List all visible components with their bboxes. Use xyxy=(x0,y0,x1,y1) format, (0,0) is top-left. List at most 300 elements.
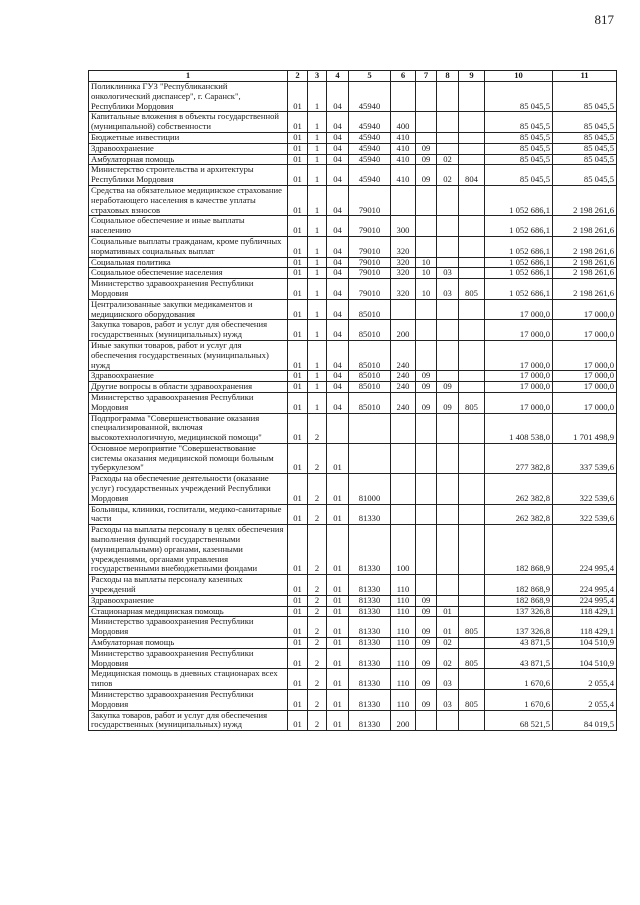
table-row xyxy=(89,710,617,731)
column-header: 5 xyxy=(349,71,391,82)
code-subsection: 02 xyxy=(437,165,459,186)
code-1: 01 xyxy=(288,236,308,257)
table-row xyxy=(89,216,617,237)
code-1: 01 xyxy=(288,279,308,300)
code-2: 1 xyxy=(308,279,327,300)
item-name: Здравоохранение xyxy=(89,143,288,154)
code-subsection: 03 xyxy=(437,669,459,690)
code-target: 81330 xyxy=(349,690,391,711)
code-2: 1 xyxy=(308,236,327,257)
amount-year-2: 118 429,1 xyxy=(553,617,617,638)
amount-year-2: 85 045,5 xyxy=(553,143,617,154)
code-ministry xyxy=(459,575,485,596)
code-expense-type: 300 xyxy=(391,216,416,237)
code-expense-type: 320 xyxy=(391,257,416,268)
code-target: 79010 xyxy=(349,216,391,237)
item-name: Поликлиника ГУЗ "Республиканский онкологический диспансер", г. Саранск", Республики Мордовия xyxy=(89,82,288,112)
code-1: 01 xyxy=(288,525,308,575)
amount-year-1: 1 052 686,1 xyxy=(485,216,553,237)
amount-year-2: 322 539,6 xyxy=(553,474,617,504)
code-3: 04 xyxy=(327,257,349,268)
code-2: 1 xyxy=(308,132,327,143)
code-1: 01 xyxy=(288,710,308,731)
code-ministry xyxy=(459,185,485,215)
item-name: Средства на обязательное медицинское страхование неработающего населения в качестве уплаты страховых взносов xyxy=(89,185,288,215)
code-3: 01 xyxy=(327,617,349,638)
code-section xyxy=(416,236,437,257)
code-expense-type: 110 xyxy=(391,669,416,690)
code-1: 01 xyxy=(288,340,308,370)
code-section: 09 xyxy=(416,595,437,606)
amount-year-2: 85 045,5 xyxy=(553,165,617,186)
column-header: 1 xyxy=(89,71,288,82)
code-ministry xyxy=(459,236,485,257)
code-section: 09 xyxy=(416,143,437,154)
code-ministry xyxy=(459,154,485,165)
code-section: 09 xyxy=(416,669,437,690)
item-name: Социальное обеспечение и иные выплаты населению xyxy=(89,216,288,237)
code-3: 04 xyxy=(327,154,349,165)
code-expense-type: 200 xyxy=(391,320,416,341)
code-2: 2 xyxy=(308,474,327,504)
table-row xyxy=(89,474,617,504)
code-ministry xyxy=(459,606,485,617)
code-1: 01 xyxy=(288,669,308,690)
code-1: 01 xyxy=(288,371,308,382)
code-1: 01 xyxy=(288,638,308,649)
code-3: 01 xyxy=(327,474,349,504)
amount-year-2: 104 510,9 xyxy=(553,648,617,669)
code-section xyxy=(416,320,437,341)
amount-year-2: 2 055,4 xyxy=(553,669,617,690)
code-2: 2 xyxy=(308,669,327,690)
code-1: 01 xyxy=(288,299,308,320)
code-3: 04 xyxy=(327,112,349,133)
code-target: 45940 xyxy=(349,82,391,112)
code-subsection xyxy=(437,216,459,237)
code-ministry xyxy=(459,474,485,504)
code-1: 01 xyxy=(288,595,308,606)
code-expense-type: 320 xyxy=(391,236,416,257)
amount-year-1: 17 000,0 xyxy=(485,320,553,341)
code-ministry xyxy=(459,413,485,443)
code-2: 2 xyxy=(308,690,327,711)
code-section xyxy=(416,710,437,731)
item-name: Другие вопросы в области здравоохранения xyxy=(89,382,288,393)
table-row xyxy=(89,279,617,300)
item-name: Расходы на выплаты персоналу казенных учреждений xyxy=(89,575,288,596)
code-subsection: 09 xyxy=(437,392,459,413)
code-subsection: 02 xyxy=(437,648,459,669)
code-subsection: 01 xyxy=(437,617,459,638)
amount-year-1: 182 868,9 xyxy=(485,595,553,606)
code-1: 01 xyxy=(288,216,308,237)
code-subsection xyxy=(437,236,459,257)
code-1: 01 xyxy=(288,320,308,341)
code-1: 01 xyxy=(288,382,308,393)
amount-year-2: 85 045,5 xyxy=(553,82,617,112)
code-ministry: 805 xyxy=(459,648,485,669)
item-name: Министерство здравоохранения Республики Мордовия xyxy=(89,648,288,669)
code-subsection xyxy=(437,443,459,473)
amount-year-2: 17 000,0 xyxy=(553,299,617,320)
code-subsection xyxy=(437,320,459,341)
item-name: Амбулаторная помощь xyxy=(89,638,288,649)
code-1: 01 xyxy=(288,443,308,473)
code-3 xyxy=(327,413,349,443)
code-subsection: 02 xyxy=(437,638,459,649)
amount-year-1: 17 000,0 xyxy=(485,299,553,320)
code-expense-type: 110 xyxy=(391,606,416,617)
code-3: 01 xyxy=(327,638,349,649)
code-section xyxy=(416,340,437,370)
table-row xyxy=(89,595,617,606)
item-name: Расходы на обеспечение деятельности (оказание услуг) государственных учреждений Республики Мордовия xyxy=(89,474,288,504)
code-1: 01 xyxy=(288,132,308,143)
code-ministry xyxy=(459,268,485,279)
code-ministry xyxy=(459,595,485,606)
code-section: 09 xyxy=(416,617,437,638)
code-2: 1 xyxy=(308,392,327,413)
amount-year-1: 137 326,8 xyxy=(485,606,553,617)
code-expense-type xyxy=(391,82,416,112)
amount-year-2: 2 198 261,6 xyxy=(553,185,617,215)
code-target: 81330 xyxy=(349,648,391,669)
code-target: 81330 xyxy=(349,575,391,596)
code-target: 81330 xyxy=(349,669,391,690)
code-subsection: 01 xyxy=(437,606,459,617)
code-ministry xyxy=(459,257,485,268)
amount-year-2: 337 539,6 xyxy=(553,443,617,473)
code-target: 45940 xyxy=(349,112,391,133)
code-1: 01 xyxy=(288,474,308,504)
amount-year-1: 85 045,5 xyxy=(485,143,553,154)
code-3: 01 xyxy=(327,595,349,606)
code-target: 79010 xyxy=(349,236,391,257)
code-section xyxy=(416,413,437,443)
code-expense-type: 410 xyxy=(391,154,416,165)
table-row xyxy=(89,257,617,268)
amount-year-2: 2 198 261,6 xyxy=(553,279,617,300)
amount-year-1: 1 052 686,1 xyxy=(485,236,553,257)
code-3: 04 xyxy=(327,165,349,186)
code-target: 85010 xyxy=(349,340,391,370)
code-ministry: 805 xyxy=(459,690,485,711)
item-name: Больницы, клиники, госпитали, медико-санитарные части xyxy=(89,504,288,525)
amount-year-1: 85 045,5 xyxy=(485,132,553,143)
code-expense-type: 410 xyxy=(391,132,416,143)
code-ministry xyxy=(459,216,485,237)
table-row xyxy=(89,165,617,186)
table-row xyxy=(89,606,617,617)
amount-year-1: 1 670,6 xyxy=(485,690,553,711)
code-3: 01 xyxy=(327,525,349,575)
amount-year-2: 17 000,0 xyxy=(553,382,617,393)
code-1: 01 xyxy=(288,112,308,133)
code-ministry: 805 xyxy=(459,279,485,300)
code-ministry xyxy=(459,82,485,112)
code-3: 01 xyxy=(327,710,349,731)
code-expense-type xyxy=(391,443,416,473)
code-2: 1 xyxy=(308,382,327,393)
amount-year-1: 137 326,8 xyxy=(485,617,553,638)
table-row xyxy=(89,690,617,711)
column-header: 10 xyxy=(485,71,553,82)
amount-year-1: 182 868,9 xyxy=(485,525,553,575)
item-name: Амбулаторная помощь xyxy=(89,154,288,165)
amount-year-2: 104 510,9 xyxy=(553,638,617,649)
amount-year-1: 1 408 538,0 xyxy=(485,413,553,443)
code-3: 04 xyxy=(327,392,349,413)
code-3: 04 xyxy=(327,268,349,279)
amount-year-1: 277 382,8 xyxy=(485,443,553,473)
table-row xyxy=(89,443,617,473)
code-expense-type: 200 xyxy=(391,710,416,731)
code-section xyxy=(416,504,437,525)
code-3: 04 xyxy=(327,143,349,154)
code-2: 1 xyxy=(308,299,327,320)
code-section: 09 xyxy=(416,154,437,165)
code-expense-type: 110 xyxy=(391,575,416,596)
code-1: 01 xyxy=(288,617,308,638)
amount-year-1: 1 670,6 xyxy=(485,669,553,690)
item-name: Министерство здравоохранения Республики Мордовия xyxy=(89,617,288,638)
code-target: 79010 xyxy=(349,257,391,268)
item-name: Закупка товаров, работ и услуг для обеспечения государственных (муниципальных) нужд xyxy=(89,710,288,731)
item-name: Министерство здравоохранения Республики Мордовия xyxy=(89,279,288,300)
code-target: 81330 xyxy=(349,710,391,731)
code-1: 01 xyxy=(288,154,308,165)
amount-year-2: 224 995,4 xyxy=(553,525,617,575)
code-subsection xyxy=(437,504,459,525)
code-expense-type xyxy=(391,413,416,443)
code-2: 2 xyxy=(308,606,327,617)
code-section: 09 xyxy=(416,606,437,617)
code-1: 01 xyxy=(288,504,308,525)
code-section xyxy=(416,443,437,473)
code-section: 09 xyxy=(416,690,437,711)
code-expense-type: 110 xyxy=(391,638,416,649)
item-name: Бюджетные инвестиции xyxy=(89,132,288,143)
code-3: 04 xyxy=(327,132,349,143)
code-target: 85010 xyxy=(349,382,391,393)
code-section: 09 xyxy=(416,638,437,649)
table-row xyxy=(89,236,617,257)
table-row xyxy=(89,299,617,320)
amount-year-1: 17 000,0 xyxy=(485,382,553,393)
code-1: 01 xyxy=(288,268,308,279)
code-section xyxy=(416,575,437,596)
code-ministry xyxy=(459,143,485,154)
code-1: 01 xyxy=(288,575,308,596)
code-section xyxy=(416,216,437,237)
code-section: 10 xyxy=(416,279,437,300)
code-2: 1 xyxy=(308,112,327,133)
amount-year-2: 224 995,4 xyxy=(553,575,617,596)
table-row xyxy=(89,617,617,638)
column-header: 8 xyxy=(437,71,459,82)
code-ministry xyxy=(459,320,485,341)
code-ministry xyxy=(459,525,485,575)
code-subsection xyxy=(437,132,459,143)
code-subsection xyxy=(437,257,459,268)
code-section xyxy=(416,185,437,215)
item-name: Социальные выплаты гражданам, кроме публичных нормативных социальных выплат xyxy=(89,236,288,257)
code-ministry xyxy=(459,710,485,731)
amount-year-1: 182 868,9 xyxy=(485,575,553,596)
code-2: 1 xyxy=(308,143,327,154)
code-section xyxy=(416,82,437,112)
code-3: 01 xyxy=(327,648,349,669)
code-subsection xyxy=(437,575,459,596)
code-expense-type: 410 xyxy=(391,143,416,154)
amount-year-2: 17 000,0 xyxy=(553,371,617,382)
code-subsection xyxy=(437,595,459,606)
table-row xyxy=(89,413,617,443)
code-target: 45940 xyxy=(349,143,391,154)
table-row xyxy=(89,143,617,154)
code-3: 04 xyxy=(327,299,349,320)
code-ministry xyxy=(459,504,485,525)
item-name: Министерство здравоохранения Республики Мордовия xyxy=(89,392,288,413)
code-expense-type: 110 xyxy=(391,617,416,638)
code-expense-type: 240 xyxy=(391,382,416,393)
amount-year-2: 2 198 261,6 xyxy=(553,257,617,268)
code-expense-type: 320 xyxy=(391,268,416,279)
code-3: 01 xyxy=(327,606,349,617)
code-section xyxy=(416,474,437,504)
code-subsection xyxy=(437,299,459,320)
item-name: Капитальные вложения в объекты государственной (муниципальной) собственности xyxy=(89,112,288,133)
code-section: 10 xyxy=(416,257,437,268)
code-3: 01 xyxy=(327,575,349,596)
code-2: 2 xyxy=(308,443,327,473)
code-2: 1 xyxy=(308,216,327,237)
table-row xyxy=(89,82,617,112)
code-2: 2 xyxy=(308,575,327,596)
code-target: 79010 xyxy=(349,185,391,215)
amount-year-2: 2 055,4 xyxy=(553,690,617,711)
code-target: 85010 xyxy=(349,299,391,320)
item-name: Подпрограмма "Совершенствование оказания специализированной, включая высокотехнологичную, медицинской помощи" xyxy=(89,413,288,443)
code-target: 81330 xyxy=(349,504,391,525)
table-row xyxy=(89,504,617,525)
code-1: 01 xyxy=(288,413,308,443)
code-1: 01 xyxy=(288,185,308,215)
table-row xyxy=(89,382,617,393)
column-header: 4 xyxy=(327,71,349,82)
code-target: 79010 xyxy=(349,268,391,279)
code-expense-type: 240 xyxy=(391,371,416,382)
amount-year-2: 85 045,5 xyxy=(553,132,617,143)
code-subsection xyxy=(437,710,459,731)
table-row xyxy=(89,638,617,649)
code-section xyxy=(416,112,437,133)
amount-year-1: 1 052 686,1 xyxy=(485,268,553,279)
code-expense-type: 100 xyxy=(391,525,416,575)
item-name: Социальная политика xyxy=(89,257,288,268)
amount-year-2: 118 429,1 xyxy=(553,606,617,617)
table-row xyxy=(89,320,617,341)
amount-year-1: 17 000,0 xyxy=(485,371,553,382)
code-1: 01 xyxy=(288,606,308,617)
code-section xyxy=(416,299,437,320)
code-expense-type: 110 xyxy=(391,690,416,711)
table-row xyxy=(89,648,617,669)
code-ministry: 805 xyxy=(459,617,485,638)
item-name: Министерство здравоохранения Республики Мордовия xyxy=(89,690,288,711)
table-row xyxy=(89,371,617,382)
table-row xyxy=(89,525,617,575)
amount-year-1: 1 052 686,1 xyxy=(485,257,553,268)
code-subsection: 03 xyxy=(437,279,459,300)
code-subsection xyxy=(437,413,459,443)
table-row xyxy=(89,340,617,370)
code-subsection: 03 xyxy=(437,690,459,711)
amount-year-1: 85 045,5 xyxy=(485,112,553,133)
table-row xyxy=(89,669,617,690)
code-2: 1 xyxy=(308,82,327,112)
amount-year-2: 17 000,0 xyxy=(553,392,617,413)
code-3: 04 xyxy=(327,279,349,300)
code-target: 81330 xyxy=(349,617,391,638)
code-ministry xyxy=(459,371,485,382)
code-subsection xyxy=(437,340,459,370)
code-subsection: 03 xyxy=(437,268,459,279)
code-3: 01 xyxy=(327,669,349,690)
code-ministry xyxy=(459,443,485,473)
code-2: 1 xyxy=(308,154,327,165)
code-target: 79010 xyxy=(349,279,391,300)
amount-year-2: 2 198 261,6 xyxy=(553,268,617,279)
code-section: 09 xyxy=(416,648,437,669)
item-name: Социальное обеспечение населения xyxy=(89,268,288,279)
code-2: 1 xyxy=(308,320,327,341)
code-2: 2 xyxy=(308,413,327,443)
amount-year-1: 85 045,5 xyxy=(485,154,553,165)
code-ministry xyxy=(459,112,485,133)
amount-year-2: 1 701 498,9 xyxy=(553,413,617,443)
code-section: 10 xyxy=(416,268,437,279)
code-2: 2 xyxy=(308,525,327,575)
amount-year-1: 43 871,5 xyxy=(485,638,553,649)
code-expense-type: 240 xyxy=(391,340,416,370)
amount-year-2: 84 019,5 xyxy=(553,710,617,731)
code-2: 2 xyxy=(308,710,327,731)
amount-year-1: 1 052 686,1 xyxy=(485,279,553,300)
code-3: 04 xyxy=(327,236,349,257)
table-row xyxy=(89,154,617,165)
page-number: 817 xyxy=(594,12,614,27)
code-section: 09 xyxy=(416,382,437,393)
code-section: 09 xyxy=(416,371,437,382)
code-ministry: 805 xyxy=(459,392,485,413)
column-header: 7 xyxy=(416,71,437,82)
amount-year-2: 17 000,0 xyxy=(553,340,617,370)
code-1: 01 xyxy=(288,257,308,268)
code-1: 01 xyxy=(288,392,308,413)
item-name: Закупка товаров, работ и услуг для обеспечения государственных (муниципальных) нужд xyxy=(89,320,288,341)
code-target: 81000 xyxy=(349,474,391,504)
code-subsection xyxy=(437,474,459,504)
amount-year-2: 322 539,6 xyxy=(553,504,617,525)
amount-year-1: 43 871,5 xyxy=(485,648,553,669)
item-name: Централизованные закупки медикаментов и медицинского оборудования xyxy=(89,299,288,320)
table-header-row xyxy=(89,71,617,82)
code-2: 1 xyxy=(308,371,327,382)
amount-year-1: 85 045,5 xyxy=(485,165,553,186)
code-target: 81330 xyxy=(349,525,391,575)
